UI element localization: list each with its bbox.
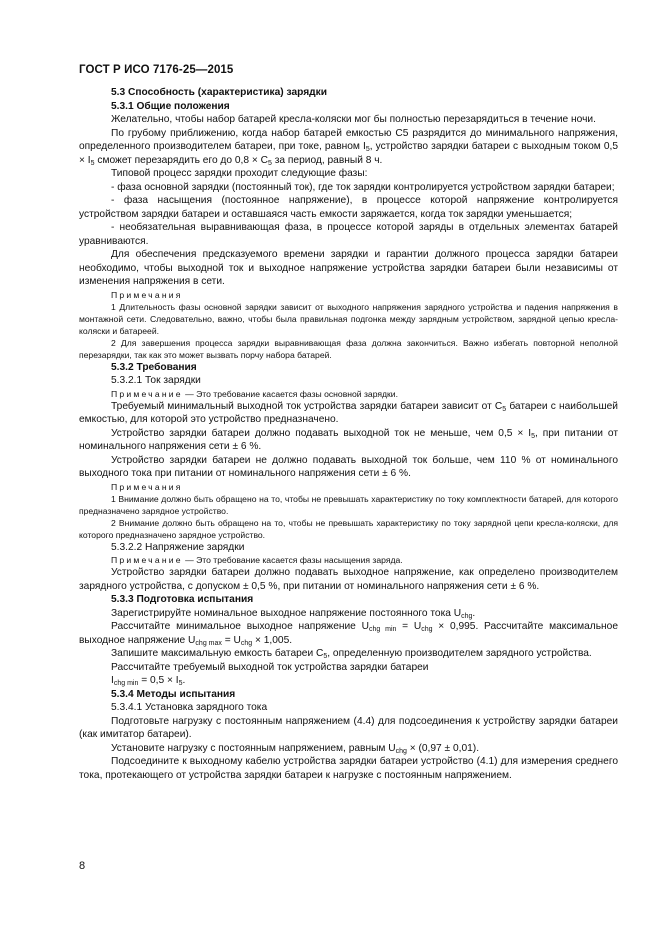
clause-title: 5.3.4.1 Установка зарядного тока bbox=[111, 702, 268, 713]
section-title: 5.3 Способность (характеристика) зарядки bbox=[111, 87, 327, 98]
subsection-title: 5.3.3 Подготовка испытания bbox=[111, 594, 254, 605]
subsection-title: 5.3.1 Общие положения bbox=[111, 100, 230, 112]
paragraph: Устройство зарядки батареи не должно подавать выходной ток больше, чем 110 % от номинального выходного тока при питании от номинального напряжения сети ± 6 %. bbox=[79, 454, 618, 479]
notes-label: Примечания bbox=[111, 289, 183, 300]
list-item: - фаза насыщения (постоянное напряжение), в процессе которой напряжение контролируется устройством зарядки батареи и оставшаяся часть емкости заряжается, когда ток зарядки уменьшается; bbox=[79, 195, 618, 220]
clause-title: 5.3.2.2 Напряжение зарядки bbox=[111, 541, 245, 553]
note: Примечание — Это требование касается фазы насыщения заряда. bbox=[111, 555, 403, 565]
paragraph: Подготовьте нагрузку с постоянным напряжением (4.4) для подсоединения к устройству зарядки батареи (как имитатор батареи). bbox=[79, 715, 618, 740]
paragraph: Зарегистрируйте номинальное выходное напряжение постоянного тока $U_{chg}$. bbox=[111, 607, 476, 620]
paragraph: Установите нагрузку с постоянным напряжением, равным $U_{chg} \times (0,97 \pm 0,01)$. bbox=[111, 742, 480, 755]
note: Примечание — Это требование касается фазы основной зарядки. bbox=[111, 388, 398, 399]
notes-label: Примечания bbox=[111, 481, 183, 492]
subsection-title: 5.3.2 Требования bbox=[111, 361, 197, 373]
formula: $I_{chg min} = 0,5 \times I_5$. bbox=[111, 675, 186, 687]
standard-header: ГОСТ Р ИСО 7176-25—2015 bbox=[79, 64, 234, 76]
list-item: - фаза основной зарядки (постоянный ток), где ток зарядки контролируется устройством зарядки батареи; bbox=[111, 181, 615, 193]
paragraph: Устройство зарядки батареи должно подавать выходное напряжение, как определено производителем зарядного устройства, с допуском ± 0,5 %, при питании от номинального напряжения сети ± 6 %. bbox=[79, 567, 618, 592]
paragraph: Требуемый минимальный выходной ток устройства зарядки батареи зависит от $C_5$ батареи с наибольшей емкостью, для которой это устройство предназначено. bbox=[79, 400, 618, 425]
paragraph: По грубому приближению, когда набор батарей емкостью C5 разрядится до минимального напряжения, определенного производителем батареи, при токе, равном $I_5$, устройство зарядки батареи с выходным током $0,5 \times I_5$ сможет перезарядить его до $0,8 \times C_5$ за период, равный 8 ч. bbox=[79, 127, 618, 167]
document-body bbox=[79, 86, 618, 782]
note: 1 Длительность фазы основной зарядки зависит от выходного напряжения зарядного устройства и падения напряжения в монтажной сети. Следовательно, важно, чтобы была правильная подгонка между зарядным устройством, зарядной цепью кресла-коляски и батареей. bbox=[79, 301, 618, 336]
clause-title: 5.3.2.1 Ток зарядки bbox=[111, 375, 201, 386]
paragraph: Желательно, чтобы набор батарей кресла-коляски мог бы полностью перезарядиться в течение ночи. bbox=[111, 114, 596, 125]
page-number: 8 bbox=[79, 860, 86, 872]
paragraph: Подсоедините к выходному кабелю устройства зарядки батареи устройство (4.1) для измерения среднего тока, протекающего от устройства зарядки батареи к нагрузке с постоянным напряжением. bbox=[79, 756, 618, 781]
paragraph: Для обеспечения предсказуемого времени зарядки и гарантии должного процесса зарядки батареи необходимо, чтобы выходной ток и выходное напряжение устройства зарядки батареи были независимы от изменения напряжения в сети. bbox=[79, 249, 618, 287]
paragraph: Запишите максимальную емкость батареи $C_5$, определенную производителем зарядного устройства. bbox=[111, 648, 592, 660]
paragraph: Рассчитайте требуемый выходной ток устройства зарядки батареи bbox=[111, 661, 429, 673]
note: 1 Внимание должно быть обращено на то, чтобы не превышать характеристику по току комплектности батарей, для которого предназначено зарядное устройство. bbox=[79, 493, 618, 516]
list-item: - необязательная выравнивающая фаза, в процессе которой заряды в отдельных элементах батарей уравниваются. bbox=[79, 222, 618, 247]
paragraph: Рассчитайте минимальное выходное напряжение $U_{chg min} = U_{chg} \times 0,995$. Рассчитайте максимальное выходное напряжение $U_{chg max} = U_{chg} \times 1,005$. bbox=[79, 621, 619, 647]
subsection-title: 5.3.4 Методы испытания bbox=[111, 688, 236, 700]
paragraph: Устройство зарядки батареи должно подавать выходной ток не меньше, чем $0,5 \times I_5$, при питании от номинального напряжения сети ± 6 %. bbox=[79, 427, 619, 452]
paragraph: Типовой процесс зарядки проходит следующие фазы: bbox=[111, 168, 368, 179]
note: 2 Внимание должно быть обращено на то, чтобы не превышать характеристику по току зарядной цепи кресла-коляски, для которого предназначено зарядное устройство. bbox=[79, 517, 618, 540]
note: 2 Для завершения процесса зарядки выравнивающая фаза должна закончиться. Важно избегать повторной неполной перезарядки, так как это может вызвать порчу набора батарей. bbox=[79, 337, 618, 360]
